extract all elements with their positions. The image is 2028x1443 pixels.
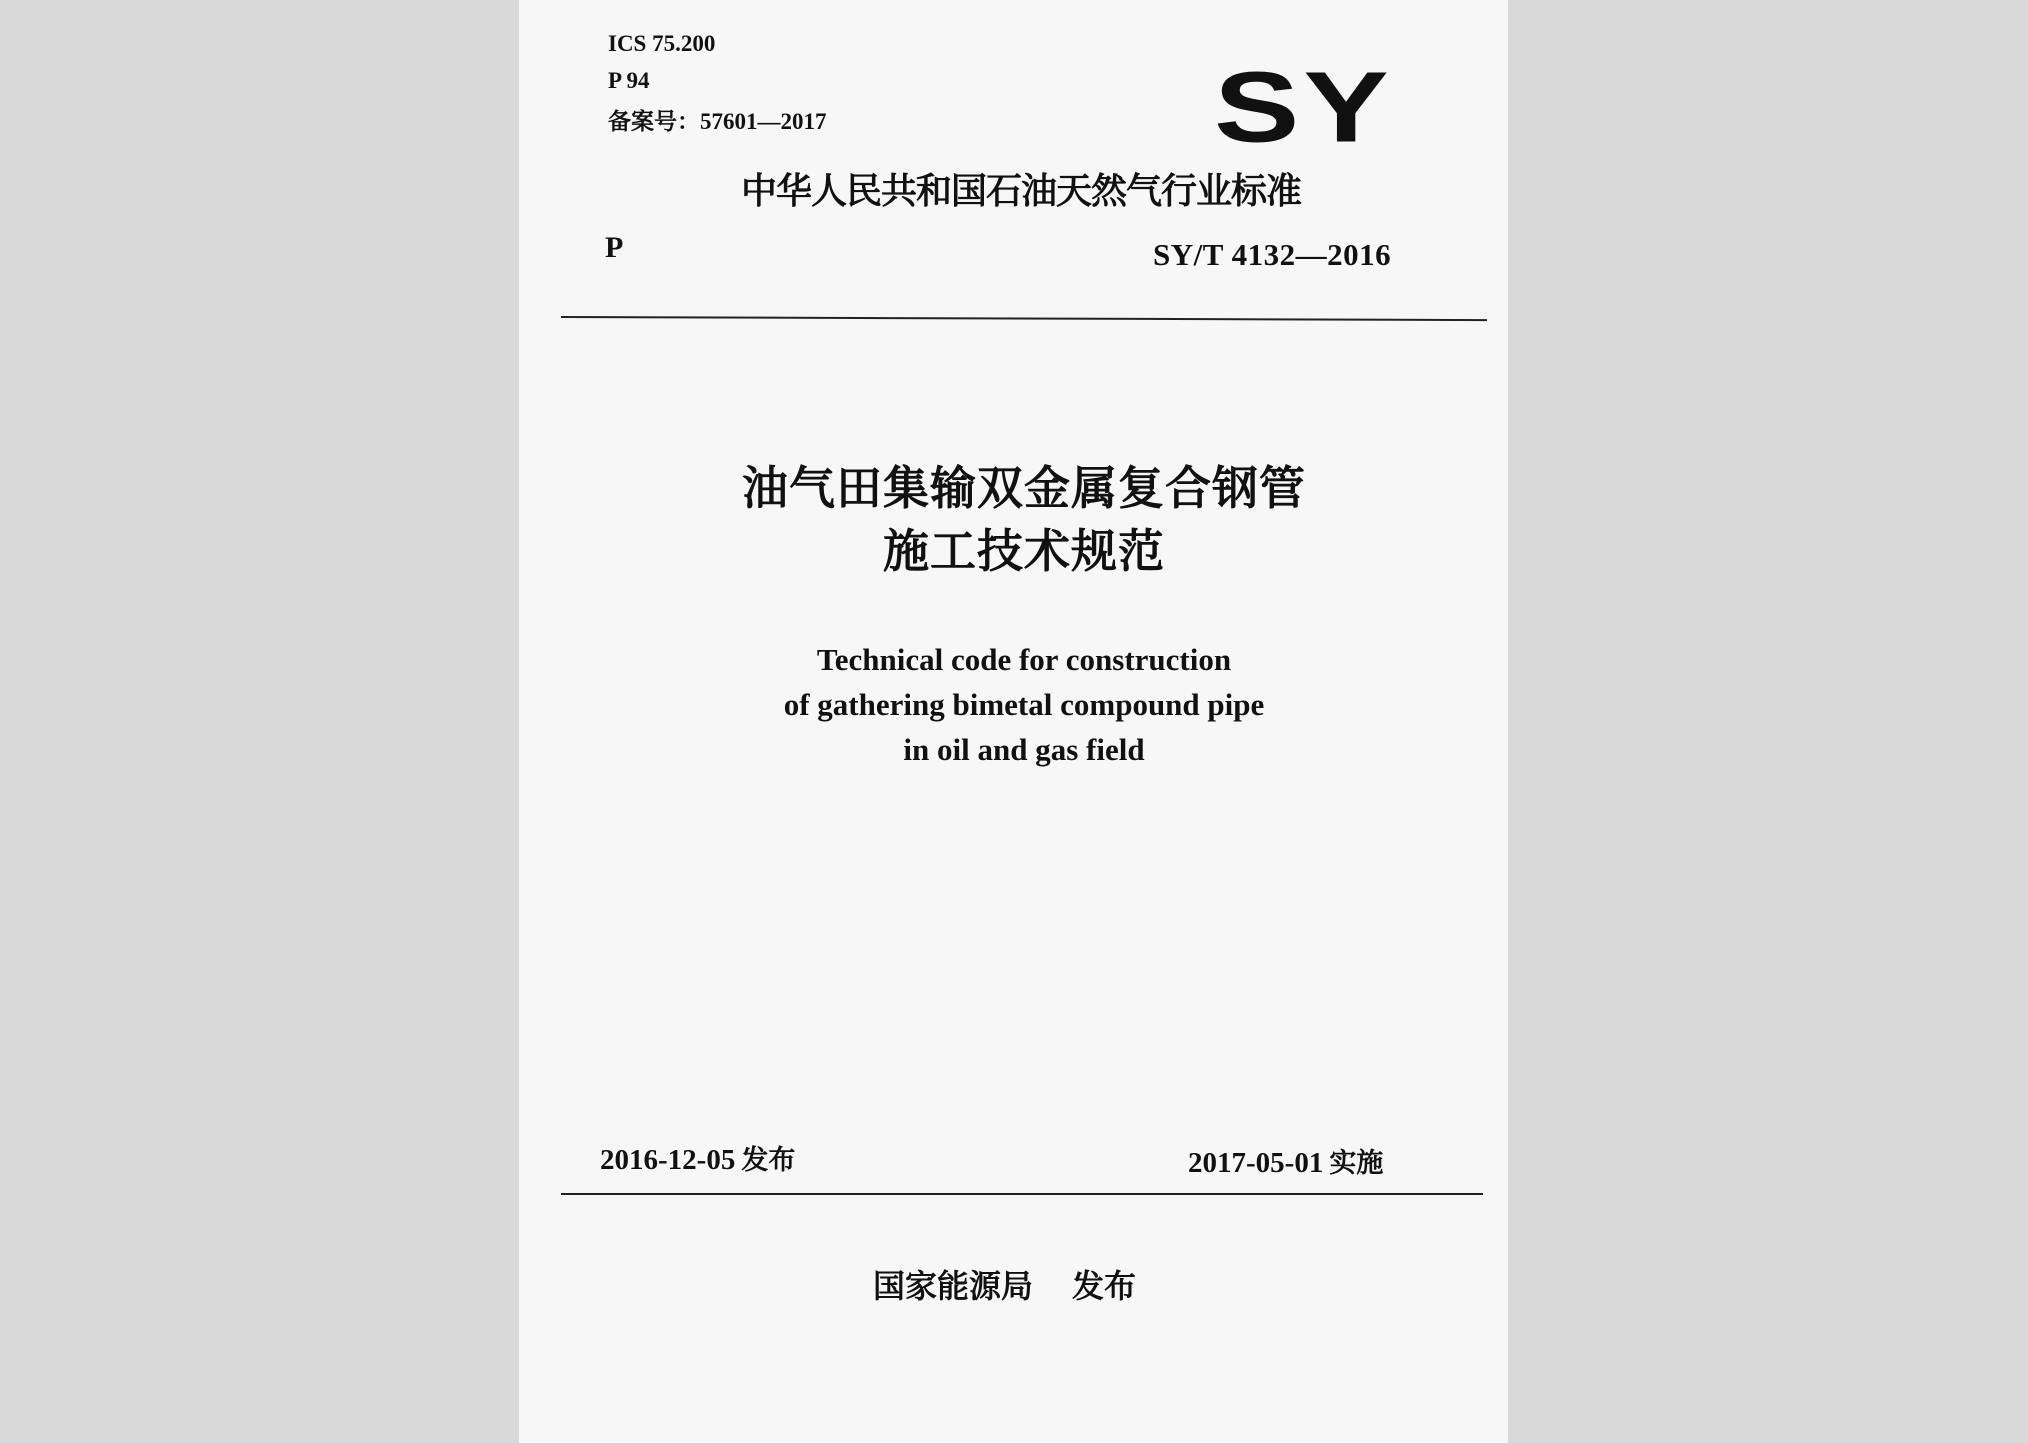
english-title-line-3: in oil and gas field [903,732,1145,767]
english-title-line-2: of gathering bimetal compound pipe [783,687,1265,722]
implementation-date-block [1188,1145,1383,1182]
bottom-divider [561,1193,1483,1195]
chinese-title-line-1: 油气田集输双金属复合钢管 [742,461,1306,515]
filing-number: 备案号：57601—2017 [608,109,827,134]
implementation-label: 实施 [1329,1148,1384,1179]
issue-date-block [600,1142,795,1179]
class-letter: P [605,231,624,264]
implementation-date: 2017-05-01 [1188,1147,1324,1179]
issue-date: 2016-12-05 [600,1144,736,1176]
ics-code: ICS 75.200 [608,31,716,56]
ccs-code: P 94 [608,68,650,93]
top-divider [561,316,1487,321]
publisher-name: 国家能源局 [873,1267,1034,1305]
issue-label: 发布 [741,1145,796,1176]
english-title-line-1: Technical code for construction [816,642,1232,677]
chinese-title-line-2: 施工技术规范 [883,524,1165,578]
sy-logo: SY [1214,51,1393,164]
standard-category: 中华人民共和国石油天然气行业标准 [741,171,1302,212]
standard-number: SY/T 4132—2016 [1153,237,1392,272]
document-page [519,0,1508,1443]
publish-action: 发布 [1072,1267,1137,1305]
